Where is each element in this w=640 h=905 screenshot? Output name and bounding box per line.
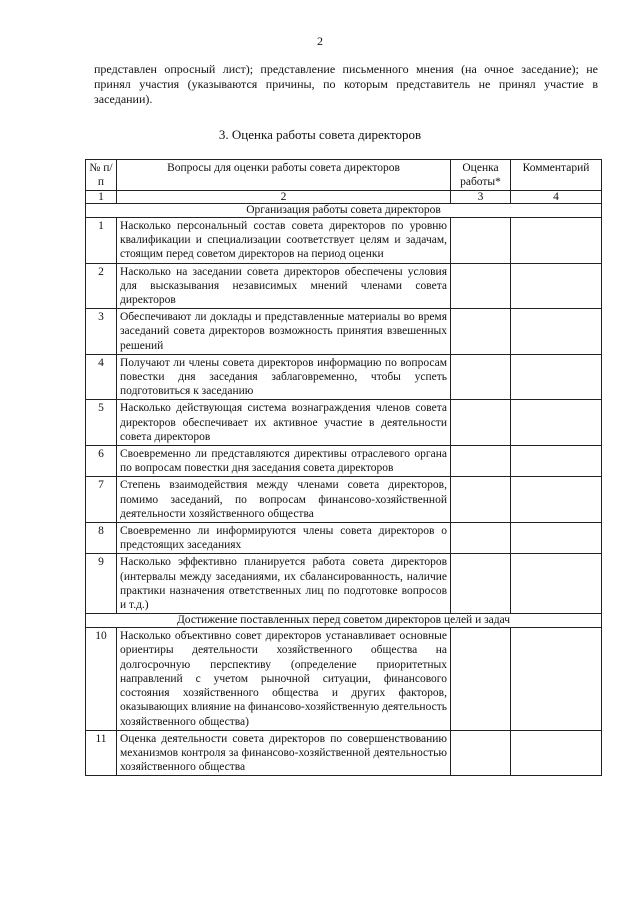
- question-text: Своевременно ли представляются директивы отраслевого органа по вопросам повестки дня заседания совета директоров: [117, 446, 451, 477]
- column-number-row: [86, 191, 602, 204]
- comment-cell[interactable]: [511, 730, 602, 776]
- comment-cell[interactable]: [511, 218, 602, 264]
- question-text: Насколько эффективно планируется работа совета директоров (интервалы между заседаниями, их сбалансированность, наличие практики назначения ответственных лиц по подготовке вопросов и т.д.): [117, 554, 451, 614]
- row-number: 9: [86, 554, 117, 614]
- score-cell[interactable]: [451, 354, 511, 400]
- comment-cell[interactable]: [511, 400, 602, 446]
- table-row: [86, 554, 602, 614]
- table-row: [86, 628, 602, 730]
- score-cell[interactable]: [451, 263, 511, 309]
- question-text: Своевременно ли информируются члены совета директоров о предстоящих заседаниях: [117, 523, 451, 554]
- score-cell[interactable]: [451, 730, 511, 776]
- question-text: Насколько на заседании совета директоров обеспечены условия для высказывания независимых мнений членами совета директоров: [117, 263, 451, 309]
- table-row: [86, 218, 602, 264]
- comment-cell[interactable]: [511, 477, 602, 523]
- header-question: Вопросы для оценки работы совета директоров: [117, 160, 451, 191]
- score-cell[interactable]: [451, 477, 511, 523]
- table-row: [86, 263, 602, 309]
- group2-rows: [86, 628, 602, 776]
- page-number: 2: [317, 34, 323, 48]
- group-title: Организация работы совета директоров: [86, 204, 602, 218]
- column-number: 2: [117, 191, 451, 204]
- row-number: 6: [86, 446, 117, 477]
- score-cell[interactable]: [451, 628, 511, 730]
- header-comment: Комментарий: [511, 160, 602, 191]
- question-text: Оценка деятельности совета директоров по совершенствованию механизмов контроля за финансово-хозяйственной деятельностью хозяйственного общества: [117, 730, 451, 776]
- comment-cell[interactable]: [511, 354, 602, 400]
- section-title: 3. Оценка работы совета директоров: [218, 127, 422, 142]
- comment-cell[interactable]: [511, 309, 602, 355]
- score-cell[interactable]: [451, 309, 511, 355]
- group-row-goals: [86, 614, 602, 628]
- group1-rows: [86, 218, 602, 614]
- question-text: Насколько персональный состав совета директоров по уровню квалификации и специализации соответствует целям и задачам, стоящим перед советом директоров на период оценки: [117, 218, 451, 264]
- table-row: [86, 523, 602, 554]
- row-number: 10: [86, 628, 117, 730]
- column-number: 4: [511, 191, 602, 204]
- table-row: [86, 400, 602, 446]
- row-number: 3: [86, 309, 117, 355]
- row-number: 5: [86, 400, 117, 446]
- score-cell[interactable]: [451, 400, 511, 446]
- score-cell[interactable]: [451, 554, 511, 614]
- row-number: 8: [86, 523, 117, 554]
- comment-cell[interactable]: [511, 554, 602, 614]
- question-text: Насколько объективно совет директоров устанавливает основные ориентиры деятельности хозяйственного общества на долгосрочную перспективу (определение приоритетных направлений с учетом рыночной ситуации, финансового состояния хозяйственного общества и других факторов, оказывающих влияние на финансово-хозяйственную деятельность хозяйственного общества): [117, 628, 451, 730]
- row-number: 1: [86, 218, 117, 264]
- intro-paragraph: представлен опросный лист); представление письменного мнения (на очное заседание); не принял участия (указываются причины, по которым представитель не принял участие в заседании).: [94, 62, 598, 106]
- row-number: 4: [86, 354, 117, 400]
- score-cell[interactable]: [451, 523, 511, 554]
- group-row-organization: [86, 204, 602, 218]
- header-score: Оценка работы*: [451, 160, 511, 191]
- question-text: Насколько действующая система вознаграждения членов совета директоров обеспечивает их активное участие в деятельности совета директоров: [117, 400, 451, 446]
- table-row: [86, 309, 602, 355]
- row-number: 7: [86, 477, 117, 523]
- score-cell[interactable]: [451, 218, 511, 264]
- column-number: 3: [451, 191, 511, 204]
- table-row: [86, 354, 602, 400]
- score-cell[interactable]: [451, 446, 511, 477]
- question-text: Получают ли члены совета директоров информацию по вопросам повестки дня заседания заблаговременно, чтобы успеть подготовиться к заседанию: [117, 354, 451, 400]
- table-row: [86, 446, 602, 477]
- table-row: [86, 730, 602, 776]
- question-text: Степень взаимодействия между членами совета директоров, помимо заседаний, по вопросам финансово-хозяйственной деятельности хозяйственного общества: [117, 477, 451, 523]
- question-text: Обеспечивают ли доклады и представленные материалы во время заседаний совета директоров возможность принятия взвешенных решений: [117, 309, 451, 355]
- group-title: Достижение поставленных перед советом директоров целей и задач: [86, 614, 602, 628]
- assessment-table: [85, 159, 602, 776]
- row-number: 11: [86, 730, 117, 776]
- comment-cell[interactable]: [511, 446, 602, 477]
- row-number: 2: [86, 263, 117, 309]
- comment-cell[interactable]: [511, 628, 602, 730]
- comment-cell[interactable]: [511, 263, 602, 309]
- header-num: № п/п: [86, 160, 117, 191]
- table-row: [86, 477, 602, 523]
- table-header-row: [86, 160, 602, 191]
- comment-cell[interactable]: [511, 523, 602, 554]
- column-number: 1: [86, 191, 117, 204]
